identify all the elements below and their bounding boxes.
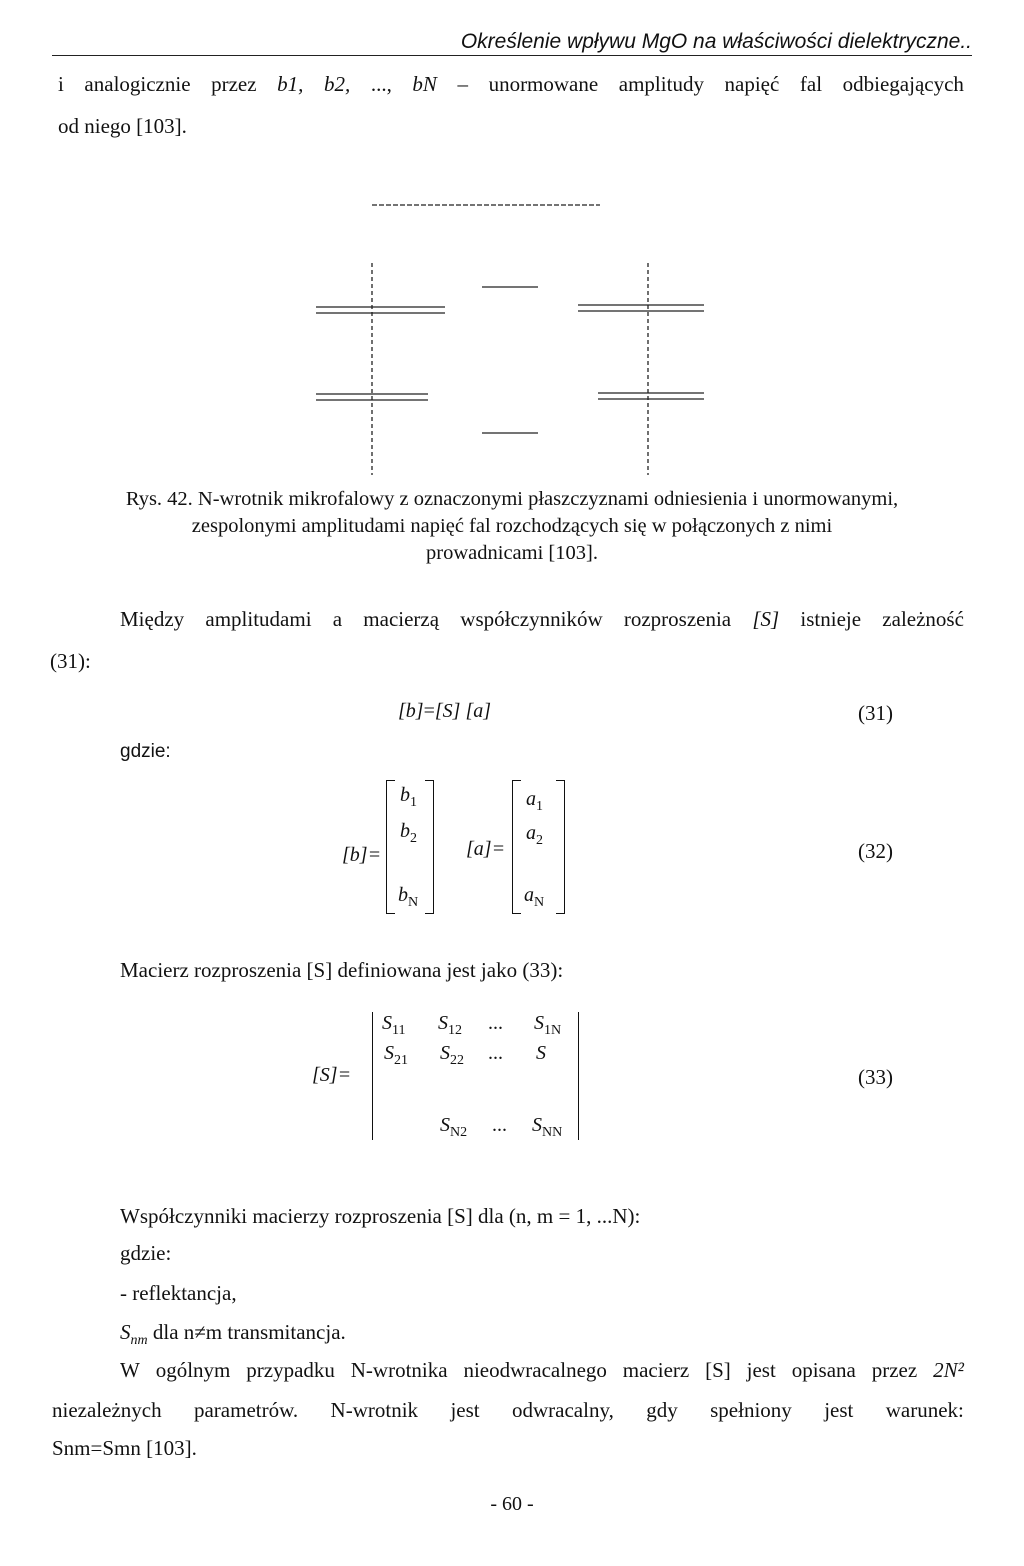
para4-line1: Współczynniki macierzy rozproszenia [S] dla (n, m = 1, ...N): [120, 1204, 641, 1228]
SN2-entry: $S_{N2}$ [440, 1114, 468, 1140]
S1N-entry: $S_{1N}$ [534, 1012, 562, 1038]
row1-dots: ... [488, 1012, 503, 1034]
bN-term: bN [412, 72, 437, 96]
aN-entry: $a_N$ [524, 884, 545, 910]
rowN-dots: ... [492, 1114, 507, 1136]
gdzie-label-2: gdzie: [120, 1241, 172, 1265]
b1-term: b1, [277, 72, 304, 96]
para1-line2: od niego [103]. [58, 114, 187, 138]
S-matrix-ref: [S] [752, 607, 780, 631]
figure-caption-line2: zespolonymi amplitudami napięć fal rozchodzących się w połączonych z nimi [191, 515, 833, 537]
a2-entry: $a_2$ [526, 822, 543, 848]
reflektancja-line: - reflektancja, [120, 1281, 237, 1305]
b-vector-left-bracket [386, 780, 395, 914]
header-title: Określenie wpływu MgO na właściwości dielektryczne.. [460, 30, 972, 53]
S-matrix-right-bar [578, 1012, 579, 1140]
transmitancja-line: $S_{nm}$ dla n≠m transmitancja. [120, 1320, 346, 1349]
a-vector-left-bracket [512, 780, 521, 914]
running-header [0, 30, 1024, 54]
gdzie-label-1: gdzie: [120, 741, 171, 762]
S-matrix-left-bar [372, 1012, 373, 1140]
2N-squared: 2N² [933, 1358, 964, 1382]
para5-line3: Snm=Smn [103]. [52, 1436, 197, 1460]
S2N-entry: S [536, 1042, 546, 1064]
b2-entry: $b_2$ [400, 820, 417, 846]
eq31-ref-label: (31): [50, 649, 91, 673]
eq33-number: (33) [858, 1065, 893, 1089]
S12-entry: $S_{12}$ [438, 1012, 462, 1038]
nport-figure [300, 195, 720, 485]
eq32-number: (32) [858, 839, 893, 863]
b2-term: b2, [323, 72, 351, 96]
row2-dots: ... [488, 1042, 503, 1064]
para1-line1: i analogicznie przez b1, b2, ..., bN – unormowane amplitudy napięć fal odbiegających [58, 72, 964, 96]
Snm-symbol: S [120, 1320, 131, 1344]
b-vector-lhs: [b]= [342, 844, 382, 866]
S-matrix-lhs: [S]= [312, 1064, 352, 1086]
figure-caption-line1: Rys. 42. N-wrotnik mikrofalowy z oznaczonymi płaszczyznami odniesienia i unormowanymi, [125, 488, 899, 510]
a1-entry: $a_1$ [526, 788, 543, 814]
para2-line: Między amplitudami a macierzą współczynników rozproszenia [S] istnieje zależność [120, 607, 964, 631]
bN-entry: $b_N$ [398, 884, 419, 910]
a-vector-right-bracket [556, 780, 565, 914]
equation-31: [b]=[S] [a] [398, 700, 492, 722]
para5-line1: W ogólnym przypadku N-wrotnika nieodwracalnego macierz [S] jest opisana przez 2N² [120, 1358, 964, 1382]
figure-caption-line3: prowadnicami [103]. [426, 542, 598, 564]
b-vector-right-bracket [425, 780, 434, 914]
S22-entry: $S_{22}$ [440, 1042, 464, 1068]
S21-entry: $S_{21}$ [384, 1042, 408, 1068]
SNN-entry: $S_{NN}$ [532, 1114, 563, 1140]
a-vector-lhs: [a]= [466, 838, 506, 860]
S11-entry: $S_{11}$ [382, 1012, 406, 1038]
b1-entry: $b_1$ [400, 784, 417, 810]
para3-line: Macierz rozproszenia [S] definiowana jest jako (33): [120, 958, 564, 982]
para5-line2: niezależnych parametrów. N-wrotnik jest odwracalny, gdy spełniony jest warunek: [52, 1398, 964, 1422]
eq31-number: (31) [858, 701, 893, 725]
header-rule [52, 55, 972, 56]
page-number: - 60 - [490, 1493, 534, 1515]
